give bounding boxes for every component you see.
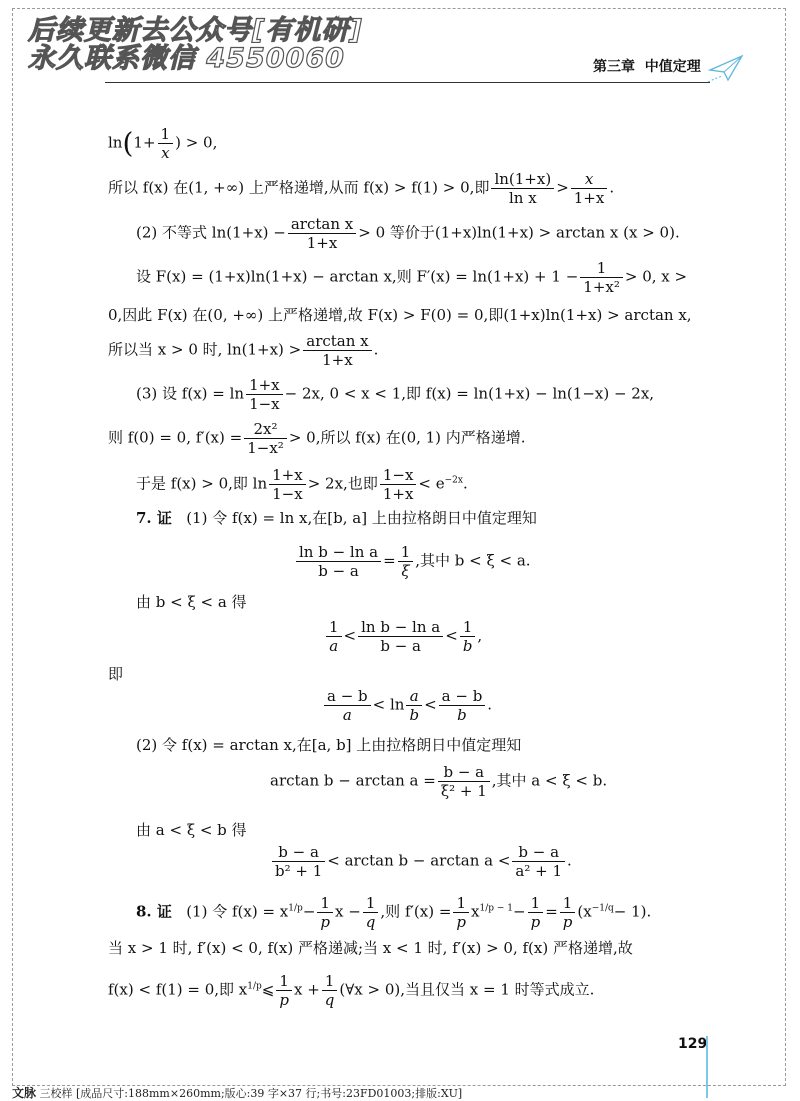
equation-1: $\frac{\text{ln b − ln a}}{b - a}$ = $\frac{1}{\xi}$ ,其中 b < ξ < a. [294, 543, 531, 580]
text-1: 由 b < ξ < a 得 [136, 593, 247, 611]
problem-8-statement: 8. 证 (1) 令 $f(x) = x^{1/p}-$ $\frac{1}{p}$ x − $\frac{1}{q}$ ,则 f′(x) = $\frac{1}{p}$ $x^{1/p - 1}-$ $\frac{1}{p}$ = $\frac{1}{p}$ $(x^{-1/q}- 1)$. [136, 894, 652, 931]
line-10: 当 x > 1 时, f′(x) < 0, f(x) 严格递减;当 x < 1 时, f′(x) > 0, f(x) 严格递增,故 [108, 939, 633, 957]
header-rule [105, 82, 710, 83]
line-4: 设 F(x) = (1+x)ln(1+x) − arctan x,则 F′(x) = ln(1+x) + 1 − $\frac{1}{\text{1+x²}}$ > 0, x > [136, 259, 688, 296]
equation-4: arctan b − arctan a = $\frac{b - a}{\text{ξ² + 1}}$ ,其中 a < ξ < b. [270, 763, 608, 800]
print-footer [12, 1084, 462, 1101]
line-7: (3) 设 f(x) = ln $\frac{1+x}{1-x}$ − 2x, 0 < x < 1,即 f(x) = ln(1+x) − ln(1−x) − 2x, [136, 376, 655, 413]
chapter-header [593, 56, 701, 76]
chapter-number: 第三章 [593, 59, 635, 75]
line-8: 则 f(0) = 0, f′(x) = $\frac{\text{2x²}}{\text{1−x²}}$ > 0,所以 f(x) 在(0, 1) 内严格递增. [108, 420, 526, 457]
line-5: 0,因此 F(x) 在(0, +∞) 上严格递增,故 F(x) > F(0) = 0,即(1+x)ln(1+x) > arctan x, [108, 306, 692, 324]
line-2: 所以 f(x) 在(1, +∞) 上严格递增,从而 f(x) > f(1) > 0,即 $\frac{\ln(1+x)}{\text{ln x}}$ > $\frac{x}{1+x}$ . [108, 170, 615, 207]
watermark-line-2: 永久联系微信 4550060 [28, 43, 345, 74]
equation-3: $\frac{a - b}{a}$ < ln $\frac{a}{b}$ < $\frac{a - b}{b}$ . [322, 687, 492, 724]
text-2: 即 [108, 665, 124, 683]
problem-7-statement: 7. 证 (1) 令 f(x) = ln x,在[b, a] 上由拉格朗日中值定理知 [136, 509, 537, 527]
page-number: 129 [678, 1036, 708, 1052]
line-3: (2) 不等式 ln(1+x) − $\frac{\text{arctan x}}{1+x}$ > 0 等价于(1+x)ln(1+x) > arctan x (x > 0). [136, 215, 680, 252]
problem-8-label: 8. 证 [136, 902, 172, 921]
footer-brand: 文脉 [12, 1086, 37, 1100]
line-9: 于是 f(x) > 0,即 ln $\frac{1+x}{1-x}$ > 2x,也即 $\frac{1-x}{1+x}$ < $e^{-2x}$. [136, 466, 468, 503]
text-3: (2) 令 f(x) = arctan x,在[a, b] 上由拉格朗日中值定理知 [136, 736, 522, 754]
paper-plane-icon [706, 52, 746, 86]
line-6: 所以当 x > 0 时, ln(1+x) > $\frac{\text{arctan x}}{1+x}$ . [108, 332, 379, 369]
problem-7-label: 7. 证 [136, 509, 172, 527]
line-1: ln(1+ $\frac{1}{x}$ ) > 0, [108, 125, 218, 162]
line-11: f(x) < f(1) = 0,即 $x^{1/p}⩽$ $\frac{1}{p}$ x + $\frac{1}{q}$ (∀x > 0),当且仅当 x = 1 时等式成立. [108, 972, 595, 1009]
chapter-title: 中值定理 [644, 59, 701, 75]
page-number-rule [706, 1036, 708, 1098]
equation-2: $\frac{1}{a}$ < $\frac{\text{ln b − ln a}}{b - a}$ < $\frac{1}{b}$ , [324, 618, 482, 655]
equation-5: $\frac{b - a}{\text{b² + 1}}$ < arctan b − arctan a < $\frac{b - a}{\text{a² + 1}}$ . [270, 843, 572, 880]
text-4: 由 a < ξ < b 得 [136, 821, 247, 839]
footer-info: 三校样 [成品尺寸:188mm×260mm;版心:39 字×37 行;书号:23FD01003;排版:XU] [39, 1087, 463, 1100]
watermark-line-1: 后续更新去公众号[有机研] [28, 15, 363, 46]
